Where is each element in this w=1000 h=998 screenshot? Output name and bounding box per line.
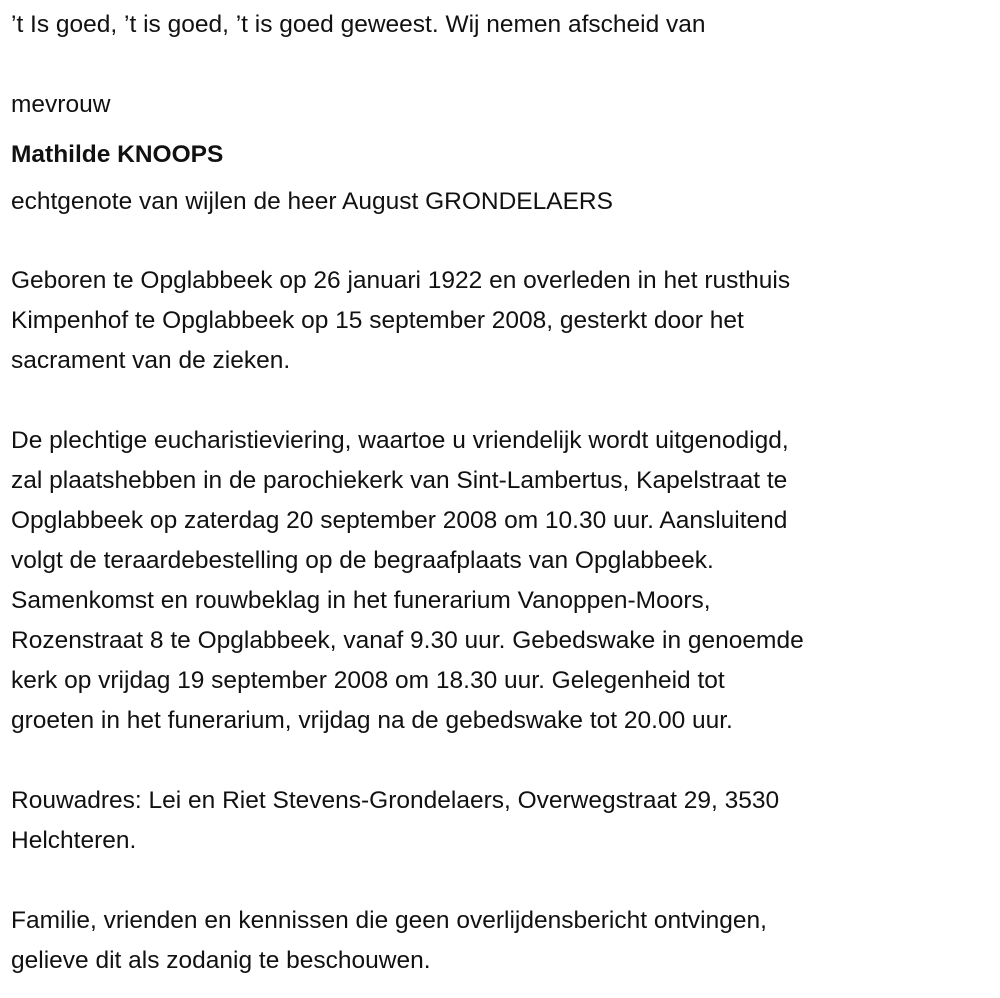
salutation (11, 85, 1000, 125)
text-line: groeten in het funerarium, vrijdag na de gebedswake tot 20.00 uur. (11, 707, 733, 734)
text-line: Helchteren. (11, 827, 137, 854)
text-line: volgt de teraardebestelling op de begraafplaats van Opglabbeek. (11, 547, 714, 574)
ceremony-paragraph (11, 421, 1000, 741)
text-line: gelieve dit als zodanig te beschouwen. (11, 947, 431, 974)
intro-line: ’t Is goed, ’t is goed, ’t is goed geweest. Wij nemen afscheid van (11, 11, 706, 38)
text-line: De plechtige eucharistieviering, waartoe u vriendelijk wordt uitgenodigd, (11, 427, 789, 454)
deceased-name (11, 135, 1000, 175)
relation (11, 182, 1000, 222)
text-line: Rouwadres: Lei en Riet Stevens-Grondelaers, Overwegstraat 29, 3530 (11, 787, 780, 814)
text-line: Geboren te Opglabbeek op 26 januari 1922 en overleden in het rusthuis (11, 267, 791, 294)
deceased-name-text: Mathilde KNOOPS (11, 141, 224, 168)
text-line: zal plaatshebben in de parochiekerk van Sint-Lambertus, Kapelstraat te (11, 467, 788, 494)
intro-text (11, 5, 1000, 45)
closing-paragraph (11, 901, 1000, 981)
salutation-text: mevrouw (11, 91, 111, 118)
text-line: Familie, vrienden en kennissen die geen overlijdensbericht ontvingen, (11, 907, 767, 934)
text-line: Kimpenhof te Opglabbeek op 15 september 2008, gesterkt door het (11, 307, 744, 334)
text-line: kerk op vrijdag 19 september 2008 om 18.30 uur. Gelegenheid tot (11, 667, 725, 694)
birth-death-paragraph (11, 261, 1000, 381)
text-line: Opglabbeek op zaterdag 20 september 2008 om 10.30 uur. Aansluitend (11, 507, 788, 534)
relation-text: echtgenote van wijlen de heer August GRONDELAERS (11, 188, 613, 215)
text-line: sacrament van de zieken. (11, 347, 291, 374)
text-line: Samenkomst en rouwbeklag in het funerarium Vanoppen-Moors, (11, 587, 711, 614)
address-paragraph (11, 781, 1000, 861)
text-line: Rozenstraat 8 te Opglabbeek, vanaf 9.30 uur. Gebedswake in genoemde (11, 627, 804, 654)
